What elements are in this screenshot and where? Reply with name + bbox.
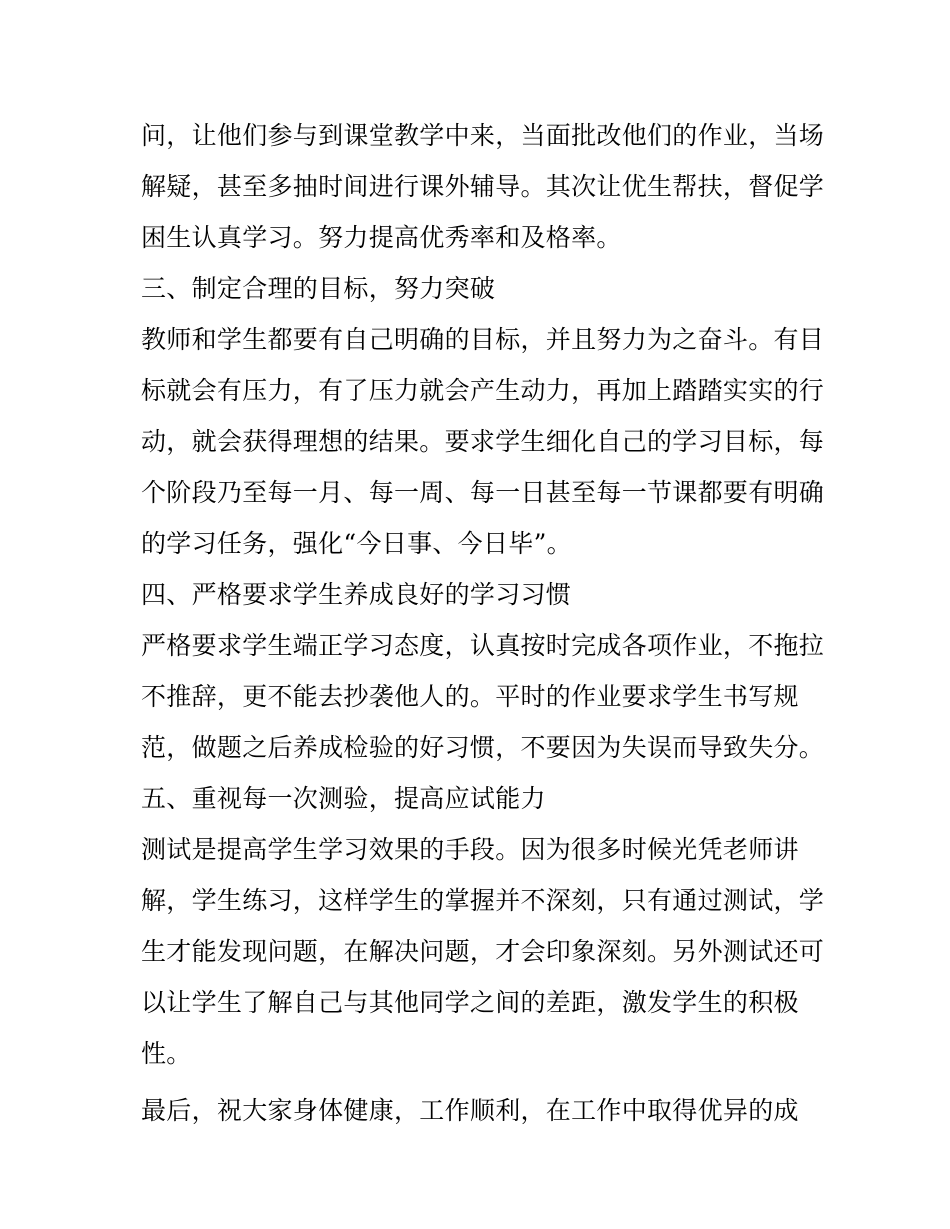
section-heading: 四、严格要求学生养成良好的学习习惯 [141, 580, 572, 609]
paragraph-line: 教师和学生都要有自己明确的目标，并且努力为之奋斗。有目 [141, 325, 825, 354]
closing-line: 最后，祝大家身体健康，工作顺利，在工作中取得优异的成 [141, 1096, 799, 1125]
paragraph-line: 解，学生练习，这样学生的掌握并不深刻，只有通过测试，学 [141, 886, 825, 915]
paragraph-line: 测试是提高学生学习效果的手段。因为很多时候光凭老师讲 [141, 835, 799, 864]
paragraph-line: 动，就会获得理想的结果。要求学生细化自己的学习目标，每 [141, 427, 825, 456]
paragraph-line: 严格要求学生端正学习态度，认真按时完成各项作业，不拖拉 [141, 631, 825, 660]
paragraph-line: 标就会有压力，有了压力就会产生动力，再加上踏踏实实的行 [141, 376, 825, 405]
paragraph-line: 的学习任务，强化“今日事、今日毕”。 [141, 529, 572, 558]
document-body [141, 110, 825, 1136]
paragraph-line: 范，做题之后养成检验的好习惯，不要因为失误而导致失分。 [141, 733, 825, 762]
paragraph-line: 问，让他们参与到课堂教学中来，当面批改他们的作业，当场 [141, 121, 825, 150]
section-heading: 五、重视每一次测验，提高应试能力 [141, 784, 546, 813]
paragraph-line: 个阶段乃至每一月、每一周、每一日甚至每一节课都要有明确 [141, 478, 825, 507]
paragraph-line: 以让学生了解自己与其他同学之间的差距，激发学生的积极 [141, 988, 799, 1017]
paragraph-line: 困生认真学习。努力提高优秀率和及格率。 [141, 223, 622, 252]
section-heading: 三、制定合理的目标，努力突破 [141, 274, 496, 303]
paragraph-line: 解疑，甚至多抽时间进行课外辅导。其次让优生帮扶，督促学 [141, 172, 825, 201]
paragraph-line: 性。 [141, 1039, 192, 1068]
paragraph-line: 生才能发现问题，在解决问题，才会印象深刻。另外测试还可 [141, 937, 825, 966]
paragraph-line: 不推辞，更不能去抄袭他人的。平时的作业要求学生书写规 [141, 682, 799, 711]
